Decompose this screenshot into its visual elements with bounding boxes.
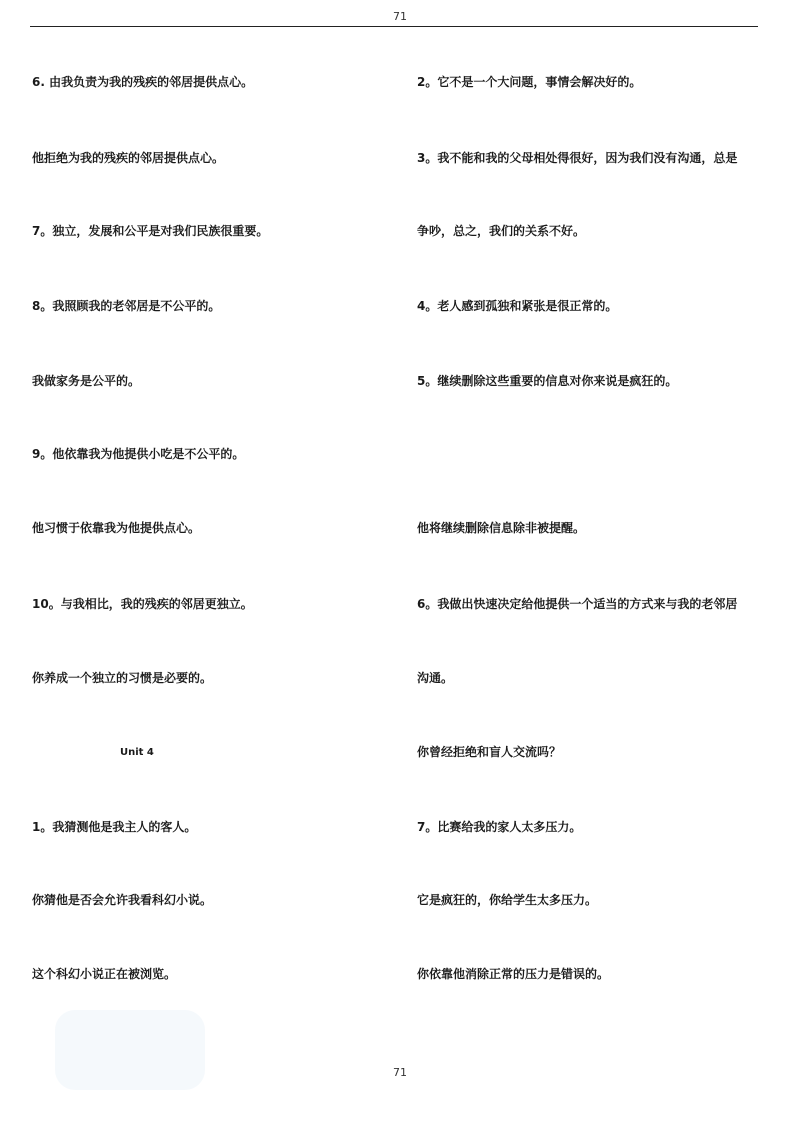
left-line-1: 6. 由我负责为我的残疾的邻居提供点心。 bbox=[32, 75, 254, 89]
header-rule bbox=[30, 26, 758, 27]
right-line-6: 他将继续删除信息除非被提醒。 bbox=[417, 521, 586, 535]
left-line-3: 7。独立，发展和公平是对我们民族很重要。 bbox=[32, 224, 269, 238]
right-line-7: 6。我做出快速决定给他提供一个适当的方式来与我的老邻居 bbox=[417, 597, 738, 611]
right-line-9: 你曾经拒绝和盲人交流吗？ bbox=[417, 745, 562, 759]
right-line-5: 5。继续删除这些重要的信息对你来说是疯狂的。 bbox=[417, 374, 678, 388]
left-line-12: 这个科幻小说正在被浏览。 bbox=[32, 967, 177, 981]
left-line-6: 9。他依靠我为他提供小吃是不公平的。 bbox=[32, 447, 245, 461]
right-line-8: 沟通。 bbox=[417, 671, 454, 685]
left-line-8: 10。与我相比，我的残疾的邻居更独立。 bbox=[32, 597, 253, 611]
right-line-11: 它是疯狂的，你给学生太多压力。 bbox=[417, 893, 598, 907]
right-line-12: 你依靠他消除正常的压力是错误的。 bbox=[417, 967, 610, 981]
left-line-4: 8。我照顾我的老邻居是不公平的。 bbox=[32, 299, 221, 313]
right-line-4: 4。老人感到孤独和紧张是很正常的。 bbox=[417, 299, 618, 313]
left-line-9: 你养成一个独立的习惯是必要的。 bbox=[32, 671, 213, 685]
right-line-2: 3。我不能和我的父母相处得很好，因为我们没有沟通，总是 bbox=[417, 151, 738, 165]
left-line-11: 你猜他是否会允许我看科幻小说。 bbox=[32, 893, 213, 907]
left-line-7: 他习惯于依靠我为他提供点心。 bbox=[32, 521, 201, 535]
unit-heading: Unit 4 bbox=[120, 747, 154, 758]
right-line-10: 7。比赛给我的家人太多压力。 bbox=[417, 820, 582, 834]
right-line-3: 争吵，总之，我们的关系不好。 bbox=[417, 224, 586, 238]
page-number-top: 71 bbox=[393, 10, 407, 23]
right-line-1: 2。它不是一个大问题，事情会解决好的。 bbox=[417, 75, 642, 89]
left-line-10: 1。我猜测他是我主人的客人。 bbox=[32, 820, 197, 834]
page-number-bottom: 71 bbox=[393, 1066, 407, 1079]
left-line-2: 他拒绝为我的残疾的邻居提供点心。 bbox=[32, 151, 225, 165]
left-line-5: 我做家务是公平的。 bbox=[32, 374, 141, 388]
